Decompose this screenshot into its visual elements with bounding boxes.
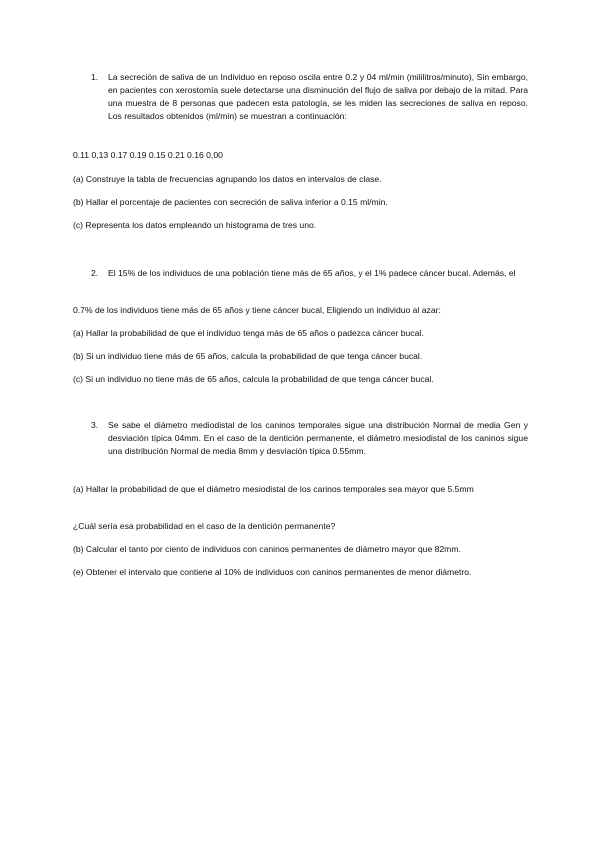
- problem-2-intro: 0.7% de los individuos tiene más de 65 años y tiene cáncer bucal, Eligiendo un individuo al azar:: [73, 305, 441, 315]
- problem-2-number: 2.: [91, 268, 99, 278]
- problem-2-part-a: (a) Hallar la probabilidad de que el individuo tenga más de 65 años o padezca cáncer bucal.: [73, 328, 424, 338]
- problem-2-statement: [91, 267, 528, 280]
- problem-3-part-e: (e) Obtener el intervalo que contiene al 10% de individuos con caninos permanentes de menor diámetro.: [73, 567, 472, 577]
- problem-3-statement: [91, 419, 528, 458]
- problem-3-question: ¿Cuál sería esa probabilidad en el caso de la dentición permanente?: [73, 521, 336, 531]
- problem-3-part-b: (b) Calcular el tanto por ciento de individuos con caninos permanentes de diámetro mayor que 82mm.: [73, 544, 461, 554]
- problem-3-part-a: (a) Hallar la probabilidad de que el diámetro mesiodistal de los carinos temporales sea mayor que 5.5mm: [73, 484, 474, 494]
- problem-1-part-b: (b) Hallar el porcentaje de pacientes con secreción de saliva inferior a 0.15 ml/min.: [73, 197, 388, 207]
- problem-1-number: 1.: [91, 72, 99, 82]
- problem-1-statement: [91, 71, 528, 123]
- problem-2-part-c: (c) Si un individuo no tiene más de 65 años, calcula la probabilidad de que tenga cáncer bucal.: [73, 374, 434, 384]
- problem-2-text: El 15% de los individuos de una población tiene más de 65 años, y el 1% padece cáncer bucal. Además, el: [108, 268, 516, 278]
- problem-1-data: 0.11 0,13 0.17 0.19 0.15 0.21 0.16 0,00: [73, 150, 223, 160]
- problem-1-text: La secreción de saliva de un Individuo en reposo oscila entre 0.2 y 04 ml/min (mililitros/minuto), Sin embargo, en pacientes con xerostomía suele detectarse una disminución del flujo de saliva por debajo de la mitad. Para una muestra de 8 personas que padecen esta patología, se les miden las secreciones de saliva en reposo. Los resultados obtenidos (ml/min) se muestran a continuación:: [108, 72, 528, 121]
- problem-1-part-a: (a) Construye la tabla de frecuencias agrupando los datos en intervalos de clase.: [73, 174, 382, 184]
- problem-2-part-b: (b) Si un individuo tiene más de 65 años, calcula la probabilidad de que tenga cáncer bucal.: [73, 351, 423, 361]
- problem-3-text: Se sabe el diámetro mediodistal de los caninos temporales sigue una distribución Normal de media Gen y desviación típica 04mm. En el caso de la dentición permanente, el diámetro mesiodistal de los caninos sigue una distribución Normal de media 8mm y desviación típica 0.55mm.: [108, 420, 528, 456]
- problem-1-part-c: (c) Representa los datos empleando un histograma de tres uno.: [73, 220, 317, 230]
- problem-3-number: 3.: [91, 420, 99, 430]
